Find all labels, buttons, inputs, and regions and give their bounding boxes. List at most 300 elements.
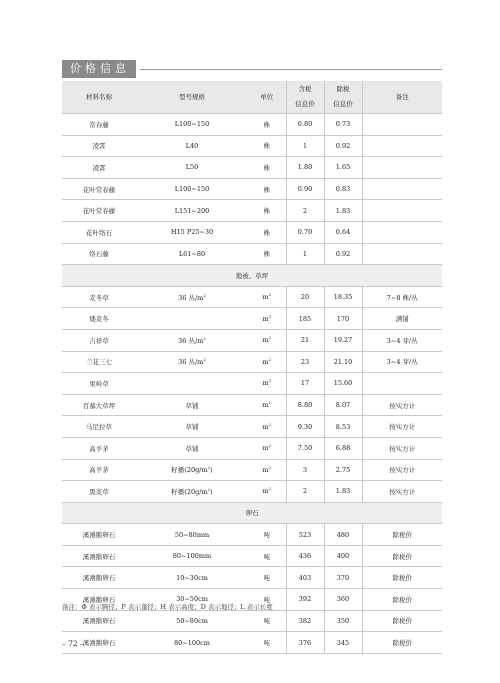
cell-remark-text: 按实方计	[389, 401, 416, 410]
group-row	[62, 502, 442, 524]
cell-spec	[136, 243, 248, 265]
cell-with-tax	[286, 178, 324, 200]
table-row	[62, 632, 442, 654]
cell-without-tax	[324, 416, 362, 438]
cell-without-tax	[324, 589, 362, 611]
cell-spec	[136, 394, 248, 416]
cell-without-tax	[324, 351, 362, 373]
cell-without-tax-text: 400	[336, 552, 350, 561]
cell-unit-text: m	[262, 314, 269, 323]
cell-spec	[136, 157, 248, 179]
cell-name	[62, 200, 136, 222]
cell-with-tax	[286, 437, 324, 459]
cell-unit	[248, 459, 286, 481]
cell-without-tax-text: 170	[336, 314, 350, 323]
cell-unit	[248, 545, 286, 567]
cell-spec-text: 30~50cm	[176, 595, 208, 604]
cell-with-tax	[286, 157, 324, 179]
group-row	[62, 265, 442, 287]
cell-remark	[362, 545, 442, 567]
table-row	[62, 157, 442, 179]
cell-unit-text: m	[262, 465, 269, 474]
cell-remark	[362, 351, 442, 373]
cell-without-tax-text: 8.07	[335, 401, 351, 410]
cell-without-tax	[324, 373, 362, 395]
cell-with-tax-text: 23	[300, 357, 310, 366]
cell-name-text: 矮麦冬	[89, 315, 109, 324]
cell-spec-text: 草铺	[185, 444, 199, 453]
cell-name	[62, 524, 136, 546]
page-number: – 72 –	[62, 639, 84, 648]
cell-with-tax-text: 21	[300, 336, 310, 345]
cell-without-tax	[324, 114, 362, 136]
cell-name-text: 花叶络石	[86, 228, 112, 237]
cell-unit-text: m	[262, 357, 269, 366]
cell-with-tax	[286, 524, 324, 546]
cell-without-tax-text: 8.53	[335, 422, 351, 431]
cell-unit-superscript: 2	[268, 335, 272, 341]
cell-remark	[362, 308, 442, 330]
cell-unit-text: m	[262, 379, 269, 388]
cell-name-text: 兰花三七	[86, 358, 112, 367]
cell-spec-text: 36 丛/m	[178, 336, 204, 345]
cell-unit-text: 株	[263, 185, 270, 194]
cell-spec-tail: )	[210, 466, 213, 475]
cell-without-tax	[324, 286, 362, 308]
cell-spec	[136, 351, 248, 373]
cell-unit-superscript: 2	[268, 464, 272, 470]
cell-name-text: 溪滩鹅卵石	[82, 574, 116, 583]
table-body	[62, 114, 442, 654]
table-row	[62, 394, 442, 416]
cell-with-tax-text: 382	[298, 616, 312, 625]
cell-unit	[248, 567, 286, 589]
cell-unit	[248, 394, 286, 416]
cell-remark-text: 除税价	[392, 639, 412, 648]
cell-spec-text: L50	[185, 163, 199, 172]
cell-with-tax	[286, 308, 324, 330]
header-without-tax-line2: 信息价	[333, 100, 353, 108]
cell-name	[62, 481, 136, 503]
cell-spec	[136, 567, 248, 589]
header-with-tax	[286, 81, 324, 114]
table-row	[62, 221, 442, 243]
cell-name-text: 溪滩鹅卵石	[82, 552, 116, 561]
cell-remark-text: 除税价	[392, 617, 412, 626]
cell-spec	[136, 459, 248, 481]
cell-with-tax	[286, 589, 324, 611]
section-title: 价格信息	[62, 60, 136, 78]
cell-without-tax	[324, 178, 362, 200]
table-row	[62, 545, 442, 567]
cell-unit	[248, 243, 286, 265]
cell-remark-text: 7~8 株/丛	[386, 293, 418, 302]
cell-without-tax-text: 6.88	[335, 444, 351, 453]
table-row	[62, 524, 442, 546]
cell-spec-text: 草铺	[185, 423, 199, 432]
cell-unit-text: m	[262, 401, 269, 410]
cell-name-text: 凌霄	[92, 163, 106, 172]
cell-unit-text: 吨	[263, 552, 270, 561]
cell-name	[62, 221, 136, 243]
cell-without-tax-text: 1.83	[335, 487, 351, 496]
cell-spec	[136, 481, 248, 503]
cell-unit	[248, 157, 286, 179]
cell-unit	[248, 373, 286, 395]
table-row	[62, 610, 442, 632]
cell-name-text: 凌霄	[92, 142, 106, 151]
cell-spec-text: 36 丛/m	[178, 358, 204, 367]
cell-name	[62, 394, 136, 416]
cell-unit-superscript: 2	[268, 421, 272, 427]
cell-unit	[248, 632, 286, 654]
cell-without-tax-text: 350	[336, 616, 350, 625]
cell-with-tax-text: 523	[298, 530, 312, 539]
cell-spec-text: 籽播(20g/m	[171, 466, 208, 475]
table-header-row	[62, 81, 442, 114]
cell-unit-superscript: 2	[268, 486, 272, 492]
cell-name	[62, 135, 136, 157]
cell-unit-text: 吨	[263, 595, 270, 604]
cell-name-text: 百慕大草坪	[82, 401, 116, 410]
cell-unit-text: 株	[263, 207, 270, 216]
cell-unit	[248, 178, 286, 200]
table-row	[62, 200, 442, 222]
cell-with-tax	[286, 610, 324, 632]
cell-remark-text: 3~4 芽/丛	[386, 336, 418, 345]
cell-with-tax	[286, 135, 324, 157]
cell-spec	[136, 308, 248, 330]
cell-remark	[362, 200, 442, 222]
cell-unit-superscript: 2	[268, 291, 272, 297]
cell-without-tax-text: 1.83	[335, 206, 351, 215]
cell-unit-text: 吨	[263, 617, 270, 626]
cell-remark	[362, 567, 442, 589]
cell-remark	[362, 394, 442, 416]
cell-without-tax	[324, 545, 362, 567]
cell-remark	[362, 481, 442, 503]
cell-unit-text: 株	[263, 142, 270, 151]
cell-remark	[362, 286, 442, 308]
cell-unit	[248, 437, 286, 459]
cell-with-tax	[286, 632, 324, 654]
cell-unit-superscript: 2	[268, 313, 272, 319]
cell-spec-text: L100~150	[174, 120, 210, 129]
cell-without-tax-text: 370	[336, 573, 350, 582]
cell-with-tax-text: 392	[298, 595, 312, 604]
cell-spec-text: 50~80mm	[174, 530, 210, 539]
cell-without-tax	[324, 459, 362, 481]
cell-remark	[362, 610, 442, 632]
cell-remark-text: 按实方计	[389, 487, 416, 496]
cell-name	[62, 373, 136, 395]
cell-name-text: 花叶常春藤	[82, 185, 116, 194]
cell-remark	[362, 416, 442, 438]
cell-with-tax	[286, 329, 324, 351]
header-remark: 备注	[362, 81, 442, 114]
cell-name-text: 黑麦草	[89, 487, 109, 496]
cell-name-text: 络石藤	[89, 250, 109, 259]
table-row	[62, 459, 442, 481]
table-row	[62, 351, 442, 373]
cell-unit-text: 株	[263, 163, 270, 172]
cell-remark	[362, 178, 442, 200]
cell-spec	[136, 416, 248, 438]
cell-remark-text: 按实方计	[389, 466, 416, 475]
cell-spec	[136, 373, 248, 395]
cell-spec	[136, 545, 248, 567]
cell-remark	[362, 221, 442, 243]
table-row	[62, 567, 442, 589]
cell-name	[62, 157, 136, 179]
cell-with-tax	[286, 221, 324, 243]
cell-name	[62, 178, 136, 200]
cell-without-tax-text: 18.35	[333, 293, 353, 302]
cell-spec	[136, 524, 248, 546]
cell-unit-text: 吨	[263, 574, 270, 583]
cell-without-tax-text: 0.73	[335, 120, 351, 129]
cell-unit	[248, 351, 286, 373]
cell-spec-text: 草铺	[185, 401, 199, 410]
cell-without-tax	[324, 610, 362, 632]
cell-remark	[362, 632, 442, 654]
price-table	[62, 81, 442, 654]
cell-unit	[248, 135, 286, 157]
cell-remark	[362, 437, 442, 459]
table-row	[62, 416, 442, 438]
cell-name-text: 溪滩鹅卵石	[82, 639, 116, 648]
cell-remark	[362, 459, 442, 481]
cell-unit	[248, 329, 286, 351]
group-title: 地被、草坪	[62, 265, 442, 287]
cell-without-tax	[324, 200, 362, 222]
cell-name	[62, 351, 136, 373]
table-row	[62, 329, 442, 351]
cell-with-tax	[286, 243, 324, 265]
cell-remark	[362, 114, 442, 136]
header-without-tax-line1: 除税	[336, 85, 350, 93]
group-title: 卵石	[62, 502, 442, 524]
cell-without-tax	[324, 567, 362, 589]
cell-name-text: 常春藤	[89, 120, 109, 129]
cell-spec-tail: )	[210, 487, 213, 496]
cell-with-tax-text: 2	[302, 487, 308, 496]
header-with-tax-line1: 含税	[298, 85, 312, 93]
cell-name	[62, 437, 136, 459]
cell-spec	[136, 329, 248, 351]
cell-remark-text: 按实方计	[389, 444, 416, 453]
cell-unit-superscript: 2	[268, 399, 272, 405]
cell-unit-text: m	[262, 293, 269, 302]
cell-remark	[362, 157, 442, 179]
cell-without-tax-text: 360	[336, 595, 350, 604]
cell-without-tax	[324, 243, 362, 265]
cell-remark	[362, 373, 442, 395]
cell-spec	[136, 200, 248, 222]
cell-spec-text: 36 丛/m	[178, 293, 204, 302]
cell-without-tax-text: 2.75	[335, 465, 351, 474]
cell-unit-text: m	[262, 444, 269, 453]
header-unit: 单位	[248, 81, 286, 114]
cell-remark-text: 除税价	[392, 574, 412, 583]
cell-without-tax-text: 21.10	[333, 357, 353, 366]
table-row	[62, 308, 442, 330]
section-header	[62, 60, 442, 78]
cell-without-tax-text: 345	[336, 638, 350, 647]
cell-with-tax-text: 17	[300, 379, 310, 388]
cell-unit	[248, 416, 286, 438]
cell-name	[62, 610, 136, 632]
cell-unit	[248, 308, 286, 330]
cell-remark-text: 按实方计	[389, 423, 416, 432]
cell-with-tax-text: 376	[298, 638, 312, 647]
cell-with-tax	[286, 545, 324, 567]
cell-name-text: 花叶常春藤	[82, 207, 116, 216]
cell-remark	[362, 135, 442, 157]
table-row	[62, 437, 442, 459]
header-without-tax	[324, 81, 362, 114]
cell-spec	[136, 632, 248, 654]
footnote: 备注：Φ 表示胸径；P 表示蓬径；H 表示高度；D 表示地径；L 表示长度	[62, 603, 273, 611]
cell-name	[62, 416, 136, 438]
cell-with-tax-text: 2	[302, 206, 308, 215]
table-row	[62, 178, 442, 200]
cell-unit-text: 株	[263, 228, 270, 237]
section-divider	[140, 69, 442, 70]
cell-unit	[248, 286, 286, 308]
cell-spec-text: L100~150	[174, 185, 210, 194]
cell-unit	[248, 610, 286, 632]
cell-name-text: 高羊茅	[89, 466, 109, 475]
cell-without-tax	[324, 221, 362, 243]
cell-spec-superscript: 2	[207, 486, 211, 492]
cell-spec-superscript: 2	[203, 292, 206, 298]
cell-with-tax-text: 3	[302, 465, 308, 474]
cell-with-tax	[286, 200, 324, 222]
cell-without-tax	[324, 157, 362, 179]
cell-remark-text: 除税价	[392, 595, 412, 604]
header-spec: 型号规格	[136, 81, 248, 114]
cell-spec-text: 80~100mm	[172, 552, 212, 561]
cell-remark	[362, 524, 442, 546]
cell-spec	[136, 135, 248, 157]
cell-name-text: 吉祥草	[89, 336, 109, 345]
cell-without-tax	[324, 394, 362, 416]
cell-remark-text: 满铺	[395, 315, 409, 324]
cell-remark-text: 3~4 芽/丛	[386, 358, 418, 367]
cell-without-tax-text: 0.92	[335, 141, 351, 150]
cell-spec-text: 50~80cm	[176, 616, 208, 625]
cell-name-text: 高羊茅	[89, 444, 109, 453]
cell-name	[62, 329, 136, 351]
table-row	[62, 286, 442, 308]
cell-unit-text: 株	[263, 250, 270, 259]
cell-name	[62, 286, 136, 308]
cell-unit-text: 株	[263, 120, 270, 129]
cell-spec	[136, 437, 248, 459]
cell-with-tax	[286, 416, 324, 438]
cell-unit	[248, 481, 286, 503]
cell-with-tax-text: 1	[302, 249, 308, 258]
cell-with-tax	[286, 567, 324, 589]
cell-without-tax-text: 0.64	[335, 228, 351, 237]
cell-unit-superscript: 2	[268, 356, 272, 362]
table-row	[62, 114, 442, 136]
cell-unit-text: 吨	[263, 531, 270, 540]
cell-unit-text: m	[262, 422, 269, 431]
cell-unit-text: 吨	[263, 639, 270, 648]
cell-with-tax	[286, 459, 324, 481]
cell-name-text: 麦冬草	[89, 293, 109, 302]
cell-remark-text: 除税价	[392, 531, 412, 540]
cell-with-tax-text: 9.30	[297, 422, 313, 431]
cell-spec-text: L40	[185, 141, 199, 150]
cell-spec	[136, 610, 248, 632]
cell-spec	[136, 114, 248, 136]
cell-name	[62, 308, 136, 330]
cell-with-tax-text: 436	[298, 552, 312, 561]
cell-with-tax	[286, 373, 324, 395]
cell-without-tax	[324, 329, 362, 351]
header-with-tax-line2: 信息价	[295, 100, 315, 108]
cell-unit	[248, 114, 286, 136]
cell-without-tax-text: 1.65	[335, 163, 351, 172]
cell-unit-superscript: 2	[268, 443, 272, 449]
cell-name-text: 溪滩鹅卵石	[82, 595, 116, 604]
cell-without-tax	[324, 135, 362, 157]
table-row	[62, 481, 442, 503]
cell-without-tax	[324, 437, 362, 459]
cell-unit-text: m	[262, 487, 269, 496]
cell-spec-text: 10~30cm	[176, 573, 208, 582]
cell-without-tax	[324, 481, 362, 503]
cell-name-text: 溪滩鹅卵石	[82, 617, 116, 626]
cell-name	[62, 567, 136, 589]
cell-with-tax	[286, 394, 324, 416]
cell-without-tax-text: 15.60	[333, 379, 353, 388]
cell-with-tax-text: 8.80	[297, 401, 313, 410]
header-name: 材料名称	[62, 81, 136, 114]
cell-with-tax	[286, 114, 324, 136]
cell-spec	[136, 178, 248, 200]
cell-with-tax-text: 0.70	[297, 228, 313, 237]
cell-with-tax-text: 1.80	[297, 163, 313, 172]
cell-without-tax	[324, 308, 362, 330]
cell-with-tax-text: 0.80	[297, 120, 313, 129]
cell-remark-text: 除税价	[392, 552, 412, 561]
cell-without-tax-text: 0.92	[335, 249, 351, 258]
cell-name	[62, 114, 136, 136]
cell-name-text: 马尼拉草	[86, 423, 112, 432]
cell-unit-superscript: 2	[268, 378, 272, 384]
cell-with-tax-text: 20	[300, 293, 310, 302]
cell-remark	[362, 589, 442, 611]
cell-without-tax-text: 480	[336, 530, 350, 539]
cell-spec	[136, 286, 248, 308]
cell-name-text: 溪滩鹅卵石	[82, 531, 116, 540]
cell-without-tax	[324, 632, 362, 654]
cell-without-tax-text: 0.83	[335, 185, 351, 194]
cell-with-tax-text: 7.50	[297, 444, 313, 453]
cell-name	[62, 243, 136, 265]
cell-with-tax	[286, 286, 324, 308]
cell-unit	[248, 221, 286, 243]
cell-without-tax-text: 19.27	[333, 336, 353, 345]
cell-with-tax-text: 1	[302, 141, 308, 150]
cell-with-tax-text: 403	[298, 573, 312, 582]
cell-with-tax	[286, 481, 324, 503]
cell-with-tax-text: 0.90	[297, 185, 313, 194]
